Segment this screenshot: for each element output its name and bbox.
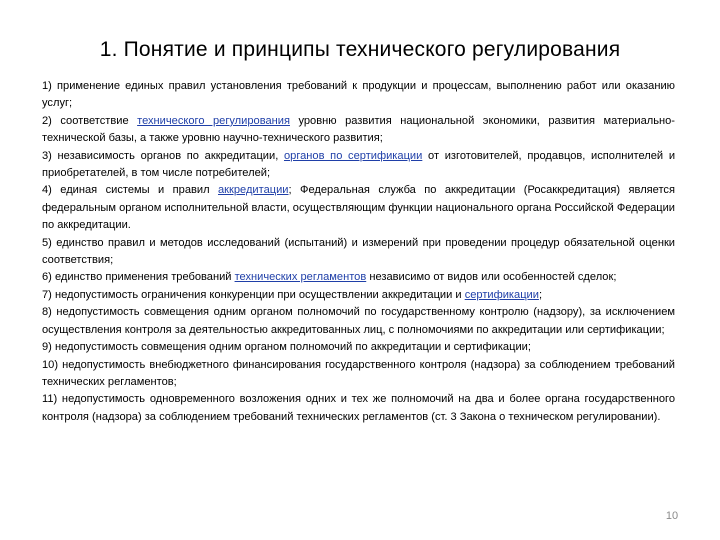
list-item [42,287,675,304]
item-text: 5) единство правил и методов исследований (испытаний) и измерений при проведении процедур обязательной оценки соответствия; [42,236,675,267]
item-text: 9) недопустимость совмещения одним органом полномочий по аккредитации и сертификации; [42,341,531,354]
page-number: 10 [665,510,679,522]
item-text-before: 3) независимость органов по аккредитации, [42,149,284,162]
item-text-before: 2) соответствие [42,114,138,127]
list-item [42,269,675,286]
link-accreditation[interactable]: аккредитации [217,184,289,197]
item-text-after: от изготовителей, продавцов, исполнителей и приобретателей, в том числе потребителей; [42,149,676,180]
list-item [42,182,675,234]
list-item [42,357,675,392]
list-item [42,78,675,113]
list-item [42,148,675,183]
principles-list [42,78,675,426]
item-text-after: ; Федеральная служба по аккредитации (Росаккредитация) является федеральным органом исполнительной власти, осуществляющим функции национального органа Российской Федерации по аккредитации. [42,184,675,232]
list-item [42,235,675,270]
slide-title: 1. Понятие и принципы технического регулирования [99,38,621,61]
link-certification[interactable]: сертификации [464,288,539,301]
item-text: 1) применение единых правил установления требований к продукции и процессам, выполнению работ или оказанию услуг; [42,80,675,110]
item-text-after: ; [538,288,543,301]
link-certification-bodies[interactable]: органов по сертификации [283,149,423,162]
item-text-before: 7) недопустимость ограничения конкуренции при осуществлении аккредитации и [42,288,465,301]
item-text-after: уровню развития национальной экономики, развития материально-технической базы, а также уровню научно-технического развития; [42,114,675,145]
list-item [42,113,675,148]
list-item [42,339,675,356]
item-text: 10) недопустимость внебюджетного финансирования государственного контроля (надзора) за соблюдением требований технических регламентов; [42,358,675,388]
list-item [42,304,675,339]
item-text-after: независимо от видов или особенностей сделок; [366,271,617,284]
item-text: 11) недопустимость одновременного возложения одних и тех же полномочий на два и более органа государственного контроля (надзора) за соблюдением требований технических регламентов (ст. 3 Закона о техническом регулировании). [42,393,675,423]
item-text-before: 4) единая системы и правил [42,184,218,197]
list-item [42,391,675,426]
link-technical-regulations[interactable]: технических регламентов [234,271,367,284]
item-text-before: 6) единство применения требований [42,271,235,284]
link-technical-regulation[interactable]: технического регулирования [137,114,290,127]
item-text: 8) недопустимость совмещения одним органом полномочий по государственному контролю (надзору), за исключением осуществления контроля за деятельностью аккредитованных лиц, с полномочиями по аккредитации или сертификации; [42,306,675,336]
